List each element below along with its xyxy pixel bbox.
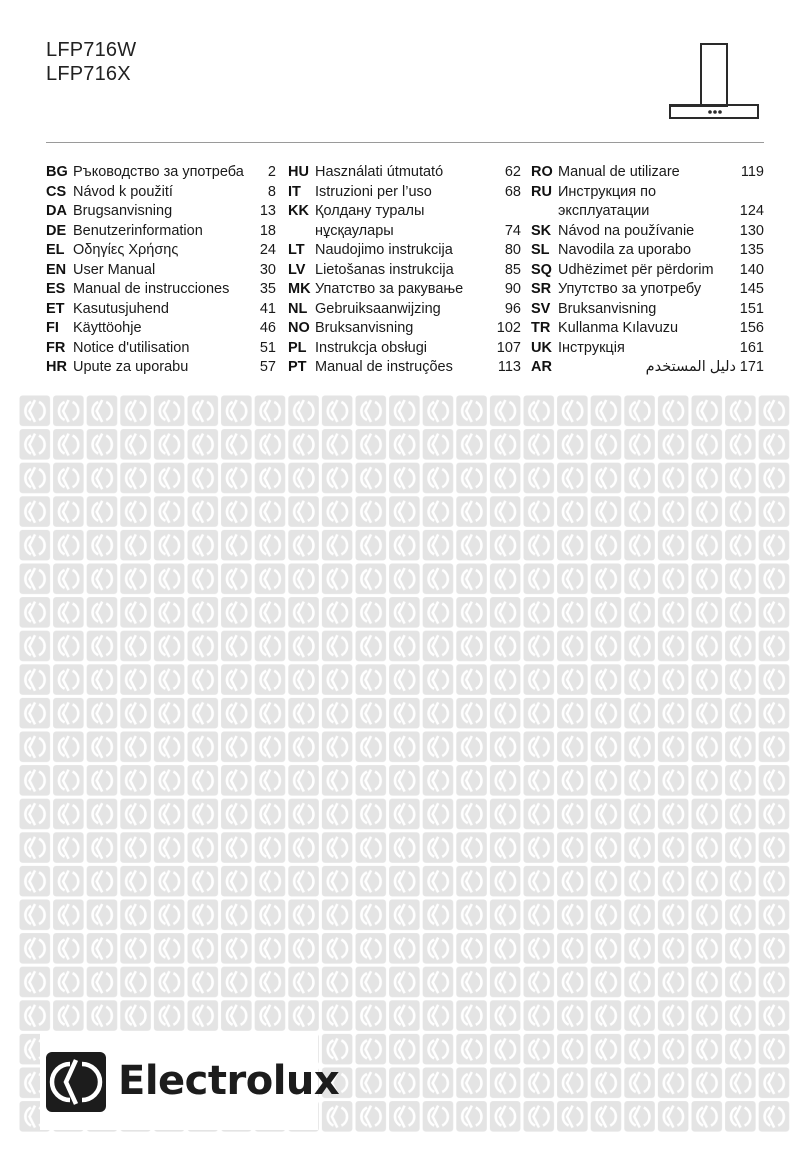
language-code: NO	[288, 320, 310, 336]
toc-entry	[46, 300, 276, 320]
electrolux-logo-icon	[46, 1052, 106, 1112]
language-code: CS	[46, 183, 67, 200]
page-number: 30	[259, 261, 276, 278]
toc-entry	[288, 202, 521, 222]
language-code: IT	[288, 183, 301, 200]
toc-column-2	[288, 163, 521, 378]
toc-entry	[531, 358, 764, 378]
manual-title: Інструкція	[558, 339, 625, 356]
language-code: BG	[46, 164, 68, 180]
toc-entry	[46, 222, 276, 242]
manual-title: Οδηγίες Χρήσης	[73, 242, 179, 258]
page-number: 90	[504, 281, 521, 297]
toc-entry	[531, 300, 764, 320]
manual-title: دليل المستخدم	[645, 359, 736, 375]
manual-title: Lietošanas instrukcija	[315, 261, 454, 278]
language-code: KK	[288, 203, 309, 219]
manual-title: эксплуатации	[558, 203, 650, 219]
manual-title: Benutzerinformation	[73, 222, 203, 239]
toc-entry	[46, 358, 276, 378]
language-code: HR	[46, 359, 67, 375]
language-code: AR	[531, 359, 552, 375]
toc-entry	[531, 261, 764, 281]
toc-entry	[288, 358, 521, 378]
page-number: 46	[259, 320, 276, 336]
page-number: 145	[739, 281, 764, 297]
page-number: 161	[739, 339, 764, 356]
page-number: 156	[739, 320, 764, 336]
page-number: 135	[739, 242, 764, 258]
language-code: ES	[46, 281, 66, 297]
language-code: HU	[288, 164, 309, 180]
page-number: 102	[496, 320, 521, 336]
manual-title: Notice d'utilisation	[73, 339, 190, 356]
toc-entry	[288, 222, 521, 242]
language-code: FR	[46, 339, 66, 356]
page-number: 124	[739, 203, 764, 219]
toc-entry	[531, 163, 764, 183]
page-number: 51	[259, 339, 276, 356]
manual-title: User Manual	[73, 261, 156, 278]
manual-title: Kullanma Kılavuzu	[558, 320, 679, 336]
manual-title: Brugsanvisning	[73, 203, 173, 219]
toc-entry	[46, 202, 276, 222]
cooker-hood-icon	[668, 43, 760, 119]
manual-title: Istruzioni per l’uso	[315, 183, 432, 200]
language-code: TR	[531, 320, 551, 336]
manual-title: Bruksanvisning	[558, 300, 657, 317]
manual-title: Manual de instrucciones	[73, 281, 230, 297]
language-code: UK	[531, 339, 552, 356]
language-code: ET	[46, 300, 65, 317]
page-number: 68	[504, 183, 521, 200]
page-number: 62	[504, 164, 521, 180]
toc-entry	[531, 280, 764, 300]
language-code: LT	[288, 242, 305, 258]
language-code: DA	[46, 203, 67, 219]
language-code: PL	[288, 339, 307, 356]
manual-title: Használati útmutató	[315, 164, 444, 180]
manual-title: Návod na používanie	[558, 222, 695, 239]
manual-title: Kasutusjuhend	[73, 300, 169, 317]
page-number: 151	[739, 300, 764, 317]
toc-entry	[46, 339, 276, 359]
page-number: 113	[497, 359, 521, 375]
toc-column-3	[531, 163, 764, 378]
page-number: 2	[267, 164, 276, 180]
manual-title: Ръководство за употреба	[73, 164, 244, 180]
toc-entry	[288, 183, 521, 203]
manual-title: Navodila za uporabo	[558, 242, 692, 258]
toc-entry	[531, 183, 764, 203]
toc-entry	[288, 163, 521, 183]
toc-entry	[531, 202, 764, 222]
language-code: SL	[531, 242, 550, 258]
language-code: SR	[531, 281, 552, 297]
toc-entry	[288, 319, 521, 339]
toc-entry	[531, 319, 764, 339]
toc-entry	[46, 163, 276, 183]
manual-title: Návod k použití	[73, 183, 173, 200]
toc-entry	[531, 222, 764, 242]
page-number: 85	[504, 261, 521, 278]
toc-entry	[46, 241, 276, 261]
manual-title: Manual de utilizare	[558, 164, 680, 180]
language-code: PT	[288, 359, 307, 375]
language-code: DE	[46, 222, 67, 239]
manual-title: Käyttöohje	[73, 320, 142, 336]
toc-entry	[288, 339, 521, 359]
page-number: 18	[259, 222, 276, 239]
electrolux-logo-pattern	[18, 394, 790, 1134]
page-number: 41	[259, 300, 276, 317]
manual-title: Udhëzimet për përdorim	[558, 261, 714, 278]
toc-column-1	[46, 163, 276, 378]
language-code: EN	[46, 261, 67, 278]
page-number: 74	[504, 222, 521, 239]
language-code: SV	[531, 300, 551, 317]
toc-entry	[531, 339, 764, 359]
toc-entry	[288, 280, 521, 300]
toc-entry	[288, 261, 521, 281]
page-number: 171	[739, 359, 764, 375]
manual-title: Naudojimo instrukcija	[315, 242, 453, 258]
page-number: 130	[739, 222, 764, 239]
manual-title: Manual de instruções	[315, 359, 453, 375]
model-number: LFP716X	[46, 63, 131, 85]
language-code: LV	[288, 261, 306, 278]
page-number: 35	[259, 281, 276, 297]
model-numbers	[46, 38, 136, 86]
brand-logo	[40, 1032, 340, 1130]
manual-title: Упутство за употребу	[558, 281, 702, 297]
language-code: RU	[531, 183, 552, 200]
language-code: FI	[46, 320, 59, 336]
language-code: NL	[288, 300, 308, 317]
manual-title: Bruksanvisning	[315, 320, 414, 336]
language-code: SQ	[531, 261, 552, 278]
page-number: 57	[259, 359, 276, 375]
toc-entry	[46, 183, 276, 203]
toc-entry	[46, 319, 276, 339]
manual-title: Инструкция по	[558, 183, 657, 200]
manual-title: нұсқаулары	[315, 222, 394, 239]
manual-title: Gebruiksaanwijzing	[315, 300, 441, 317]
page-number: 140	[739, 261, 764, 278]
manual-title: Қолдану туралы	[315, 203, 425, 219]
page-number: 107	[496, 339, 521, 356]
manual-title: Upute za uporabu	[73, 359, 189, 375]
page-number: 24	[259, 242, 276, 258]
toc-entry	[46, 280, 276, 300]
page-number: 119	[740, 164, 764, 180]
manual-title: Instrukcja obsługi	[315, 339, 428, 356]
language-code: RO	[531, 164, 553, 180]
toc-entry	[46, 261, 276, 281]
brand-name: Electrolux	[118, 1058, 340, 1104]
model-number: LFP716W	[46, 39, 137, 61]
divider	[46, 142, 764, 143]
toc-entry	[531, 241, 764, 261]
toc-entry	[288, 300, 521, 320]
language-code: MK	[288, 281, 311, 297]
page-number: 96	[504, 300, 521, 317]
language-code: EL	[46, 242, 65, 258]
page-number: 13	[259, 203, 276, 219]
manual-title: Упатство за ракување	[315, 281, 464, 297]
language-code: SK	[531, 222, 552, 239]
page-number: 8	[267, 183, 276, 200]
toc-entry	[288, 241, 521, 261]
page-number: 80	[504, 242, 521, 258]
